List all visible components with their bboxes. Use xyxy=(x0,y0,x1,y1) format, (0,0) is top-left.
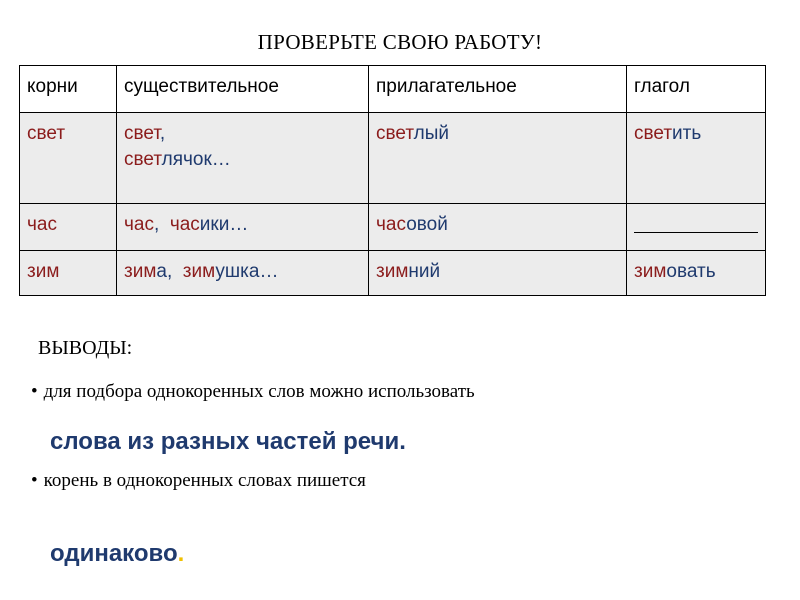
conclusion-answer xyxy=(50,428,406,456)
header-roots: корни xyxy=(20,66,117,113)
header-verb: глагол xyxy=(627,66,766,113)
word-root: зим xyxy=(634,261,667,282)
table-row xyxy=(20,113,766,204)
word-root: зим xyxy=(182,261,216,282)
word-rest: овой xyxy=(406,214,448,235)
word-rest: , xyxy=(153,214,170,235)
word-rest: , xyxy=(159,123,166,144)
word-root: зим xyxy=(376,261,409,282)
word-root: свет xyxy=(634,123,673,144)
word-rest: лячок… xyxy=(161,149,231,170)
word-rest: ики… xyxy=(199,214,249,235)
verb-cell xyxy=(627,113,766,204)
root-text: зим xyxy=(27,261,60,282)
roots-table xyxy=(19,65,766,296)
conclusion-answer xyxy=(50,540,184,568)
noun-cell xyxy=(117,113,369,204)
word-rest: ний xyxy=(408,261,441,282)
table-header-row xyxy=(20,66,766,113)
word-root: зим xyxy=(124,261,157,282)
blank-line xyxy=(634,212,758,233)
root-cell xyxy=(20,204,117,251)
table-row xyxy=(20,204,766,251)
answer-period: . xyxy=(399,428,406,455)
word-root: свет xyxy=(376,123,414,144)
word-rest: лый xyxy=(413,123,449,144)
root-text: свет xyxy=(27,123,66,144)
bullet-marker: • xyxy=(31,381,38,402)
noun-cell xyxy=(117,251,369,296)
word-root: час xyxy=(124,214,154,235)
root-cell xyxy=(20,113,117,204)
verb-cell xyxy=(627,251,766,296)
word-rest: ить xyxy=(672,123,702,144)
word-rest: овать xyxy=(666,261,716,282)
header-noun: существительное xyxy=(117,66,369,113)
conclusion-text: для подбора однокоренных слов можно использовать xyxy=(43,381,475,402)
page-title: ПРОВЕРЬТЕ СВОЮ РАБОТУ! xyxy=(257,30,543,54)
answer-period: . xyxy=(177,540,185,567)
word-root: свет xyxy=(124,123,160,144)
answer-text: одинаково xyxy=(50,540,178,567)
word-rest: а, xyxy=(156,261,183,282)
conclusions-heading: ВЫВОДЫ: xyxy=(38,337,133,359)
header-adjective: прилагательное xyxy=(369,66,627,113)
word-root: свет xyxy=(124,149,162,170)
word-root: час xyxy=(169,214,200,235)
adjective-cell xyxy=(369,204,627,251)
noun-cell xyxy=(117,204,369,251)
word-rest: ушка… xyxy=(215,261,279,282)
answer-text: слова из разных частей речи xyxy=(50,428,400,455)
conclusion-item xyxy=(31,381,475,403)
verb-cell-empty xyxy=(627,204,766,251)
root-cell xyxy=(20,251,117,296)
noun-word xyxy=(124,147,361,173)
noun-word xyxy=(124,121,361,147)
table-row xyxy=(20,251,766,296)
adjective-cell xyxy=(369,113,627,204)
conclusion-text: корень в однокоренных словах пишется xyxy=(43,470,366,491)
root-text: час xyxy=(27,214,57,235)
adjective-cell xyxy=(369,251,627,296)
conclusion-item xyxy=(31,470,366,492)
bullet-marker: • xyxy=(31,470,38,491)
word-root: час xyxy=(376,214,407,235)
